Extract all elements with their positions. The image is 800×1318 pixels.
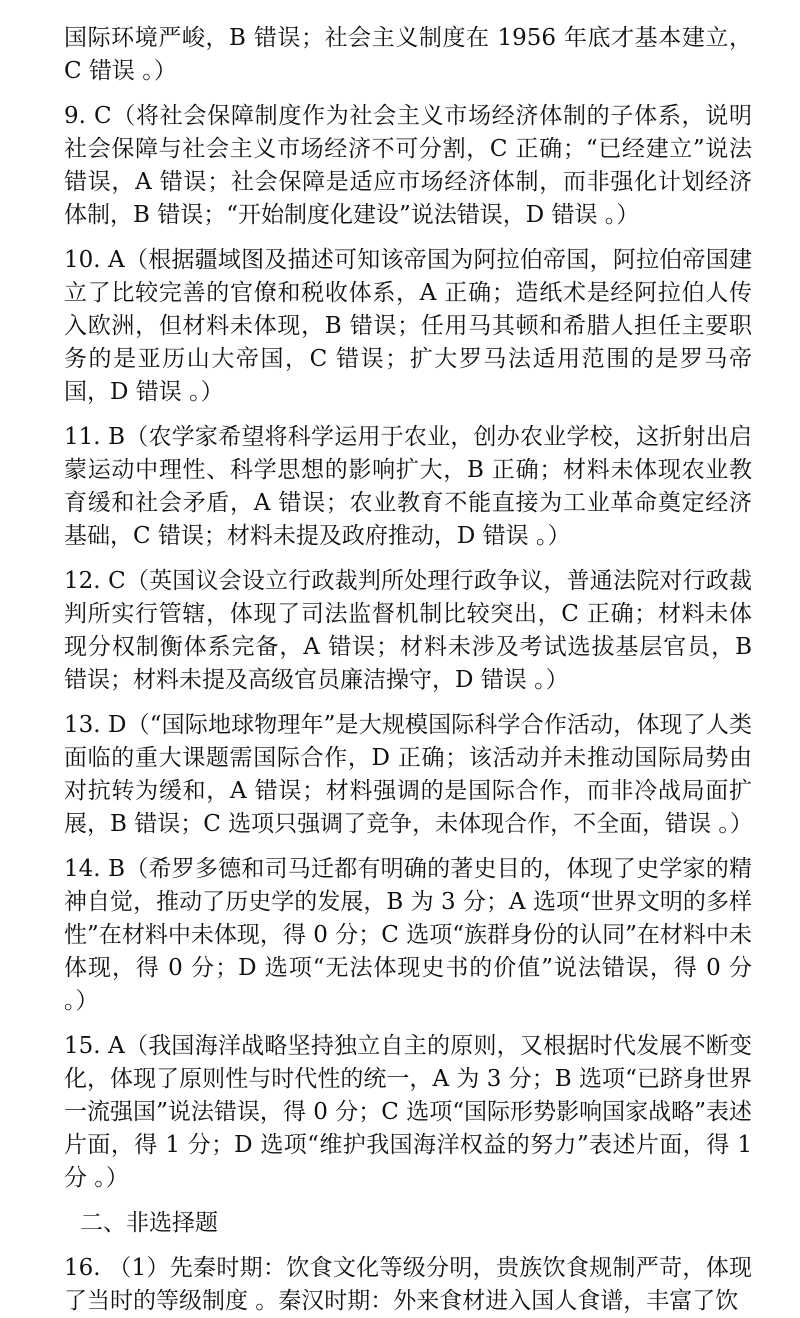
- answer-11: 11. B（农学家希望将科学运用于农业，创办农业学校，这折射出启蒙运动中理性、科学思想的影响扩大，B 正确；材料未体现农业教育缓和社会矛盾，A 错误；农业教育不能直接为工业革命奠定经济基础，C 错误；材料未提及政府推动，D 错误 。）: [64, 424, 752, 549]
- answer-16: 16. （1）先秦时期：饮食文化等级分明，贵族饮食规制严苛，体现了当时的等级制度 。秦汉时期：外来食材进入国人食谱，丰富了饮: [64, 1255, 752, 1314]
- answer-9: 9. C（将社会保障制度作为社会主义市场经济体制的子体系，说明社会保障与社会主义市场经济不可分割，C 正确；“已经建立”说法错误，A 错误；社会保障是适应市场经济体制，而非强化计划经济体制，B 错误；“开始制度化建设”说法错误，D 错误 。）: [64, 103, 752, 228]
- answer-14: 14. B（希罗多德和司马迁都有明确的著史目的，体现了史学家的精神自觉，推动了历史学的发展，B 为 3 分；A 选项“世界文明的多样性”在材料中未体现，得 0 分；C 选项“族群身份的认同”在材料中未体现，得 0 分；D 选项“无法体现史书的价值”说法错误，得 0 分 。）: [64, 856, 752, 1014]
- answer-10: 10. A（根据疆域图及描述可知该帝国为阿拉伯帝国，阿拉伯帝国建立了比较完善的官僚和税收体系，A 正确；造纸术是经阿拉伯人传入欧洲，但材料未体现，B 错误；任用马其顿和希腊人担任主要职务的是亚历山大帝国，C 错误；扩大罗马法适用范围的是罗马帝国，D 错误 。）: [64, 247, 752, 405]
- answer-paragraph-continued: 国际环境严峻，B 错误；社会主义制度在 1956 年底才基本建立，C 错误 。）: [64, 25, 752, 84]
- answer-12: 12. C（英国议会设立行政裁判所处理行政争议，普通法院对行政裁判所实行管辖，体现了司法监督机制比较突出，C 正确；材料未体现分权制衡体系完备，A 错误；材料未涉及考试选拔基层官员，B 错误；材料未提及高级官员廉洁操守，D 错误 。）: [64, 568, 752, 693]
- answer-15: 15. A（我国海洋战略坚持独立自主的原则，又根据时代发展不断变化，体现了原则性与时代性的统一，A 为 3 分；B 选项“已跻身世界一流强国”说法错误，得 0 分；C 选项“国际形势影响国家战略”表述片面，得 1 分；D 选项“维护我国海洋权益的努力”表述片面，得 1 分 。）: [64, 1033, 752, 1191]
- section-heading: 二、非选择题: [80, 1210, 218, 1236]
- answer-13: 13. D（“国际地球物理年”是大规模国际科学合作活动，体现了人类面临的重大课题需国际合作，D 正确；该活动并未推动国际局势由对抗转为缓和，A 错误；材料强调的是国际合作，而非冷战局面扩展，B 错误；C 选项只强调了竞争，未体现合作，不全面，错误 。）: [64, 712, 753, 837]
